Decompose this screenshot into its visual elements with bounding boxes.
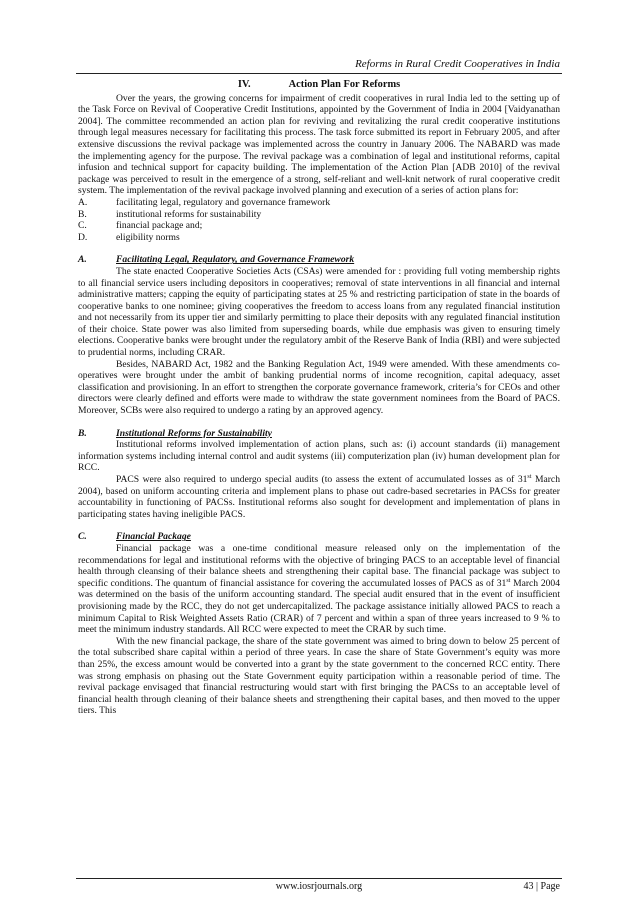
page-content [78, 79, 560, 717]
subsection-title: Financial Package [116, 531, 191, 543]
subsection-title: Facilitating Legal, Regulatory, and Governance Framework [116, 254, 355, 266]
section-heading [78, 79, 560, 91]
text-run: PACS were also required to undergo special audits (to assess the extent of accumulated losses as of 31 [116, 474, 528, 485]
page-number: 43 | Page [523, 881, 560, 892]
list-item [78, 209, 560, 221]
text-run: March 2004 was determined on the basis of the uniform accounting standard. The special audit ensured that in the event of insufficient provisioning made by the RCC, they do not get undercapitalized. The package assistance initially allowed PACS to reach a minimum Capital to Risk Weighted Assets Ratio (CRAR) of 7 percent and within a span of three years increased to 9 % to meet the minimum industry standards. All RCC were expected to meet the CRAR by such time. [78, 577, 561, 636]
text-run: March 2004), based on uniform accounting criteria and implement plans to phase out cadre-based secretaries in PACSs for greater accountability in functioning of PACSs. Institutional reforms also sought for development and implementation of plans in participating states having ineligible PACS. [78, 474, 560, 520]
list-item-letter: C. [78, 220, 87, 232]
subsection-b-paragraph-2 [78, 474, 560, 520]
list-item-letter: A. [78, 196, 88, 208]
superscript: st [506, 577, 511, 584]
subsection-c-paragraph-1 [78, 543, 560, 636]
section-number: IV. [237, 79, 251, 90]
subsection-letter: A. [78, 254, 87, 266]
section-intro-paragraph: Over the years, the growing concerns for impairment of credit cooperatives in rural India led to the setting up of the Task Force on Revival of Cooperative Credit Institutions, appointed by the Government of India in 2004 [Vaidyanathan 2004]. The committee recommended an action plan for reviving and revitalizing the rural credit cooperative institutions through legal measures necessary for facilitating this process. The task force submitted its report in February 2005, and after extensive discussions the revival package was implemented across the country in January 2006. The NABARD was made the implementing agency for the purpose. The revival package was a combination of legal and institutional reforms, capital infusion and technical support for capacity building. The implementation of the Action Plan [ADB 2010] of the revival package was perceived to result in the emergence of a strong, self-reliant and well-knit network of rural cooperative credit system. The implementation of the revival package involved planning and execution of a series of action plans for: [78, 92, 560, 197]
running-header: Reforms in Rural Credit Cooperatives in India [355, 58, 560, 70]
list-item [78, 197, 560, 209]
subsection-title: Institutional Reforms for Sustainability [116, 427, 272, 439]
list-item-letter: D. [78, 231, 88, 243]
section-title: Action Plan For Reforms [288, 79, 401, 90]
footer-url: www.iosrjournals.org [275, 881, 363, 892]
text-run: Financial package was a one-time conditional measure released only on the implementation of the recommendations for legal and institutional reforms with the objective of bringing PACS to an acceptable level of financial health through cleansing of their balance sheets and strengthening their capital base. The financial package was subject to specific conditions. The quantum of financial assistance for covering the accumulated losses of PACS as of 31 [78, 542, 560, 589]
superscript: st [527, 473, 532, 480]
subsection-a-heading [78, 254, 560, 266]
subsection-c-paragraph-2: With the new financial package, the share of the state government was aimed to bring down to below 25 percent of the total subscribed share capital within a period of three years. In case the share of State Government’s equity was more than 25%, the excess amount would be converted into a grant by the state government to the concerned RCC entity. There was strong emphasis on phasing out the State Government equity participation within a reasonable period of time. The revival package envisaged that financial restructuring would start with first bringing the PACSs to an acceptable level of financial health through cleaning of their balance sheets and strengthening their capital bases, and then moved to the upper tiers. This [78, 635, 560, 717]
list-item-text: facilitating legal, regulatory and governance framework [116, 196, 331, 208]
subsection-c-heading [78, 531, 560, 543]
list-item-text: institutional reforms for sustainability [116, 208, 262, 220]
footer-rule [76, 878, 562, 879]
subsection-letter: C. [78, 531, 87, 543]
subsection-a-paragraph-1: The state enacted Cooperative Societies Acts (CSAs) were amended for : providing full voting membership rights to all financial service users including depositors in cooperatives; removal of state interventions in all financial and internal administrative matters; capping the equity of participating states at 25 % and restricting participation of state in the boards of cooperative banks to one nominee; giving cooperatives the freedom to access loans from any regulated financial institution and not necessarily from its upper tier and similarly permitting to place their deposits with any regulated financial institution of their choice. State power was also limited from superseding boards, while due emphasis was given to ensuring timely elections. Cooperative banks were brought under the regulatory ambit of the Reserve Bank of India (RBI) and were subjected to prudential norms, including CRAR. [78, 265, 560, 359]
list-item [78, 232, 560, 244]
subsection-b-paragraph-1: Institutional reforms involved implementation of action plans, such as: (i) account standards (ii) management information systems including internal control and audit systems (iii) computerization plan (iv) human development plan for RCC. [78, 439, 560, 474]
subsection-b-heading [78, 428, 560, 440]
subsection-a-paragraph-2: Besides, NABARD Act, 1982 and the Banking Regulation Act, 1949 were amended. With these amendments co-operatives were brought under the ambit of banking prudential norms of income recognition, capital adequacy, asset classification and provisioning. In an effort to strengthen the corporate governance framework, criteria’s for CEOs and other directors were clearly defined and efforts were made to withdraw the state government nominees from the Board of PACS. Moreover, SCBs were also required to undergo a rating by an approved agency. [78, 358, 560, 417]
list-item-text: eligibility norms [116, 231, 180, 243]
list-item-text: financial package and; [116, 220, 203, 232]
header-rule [76, 73, 562, 74]
subsection-letter: B. [78, 427, 87, 439]
list-item-letter: B. [78, 208, 87, 220]
list-item [78, 220, 560, 232]
